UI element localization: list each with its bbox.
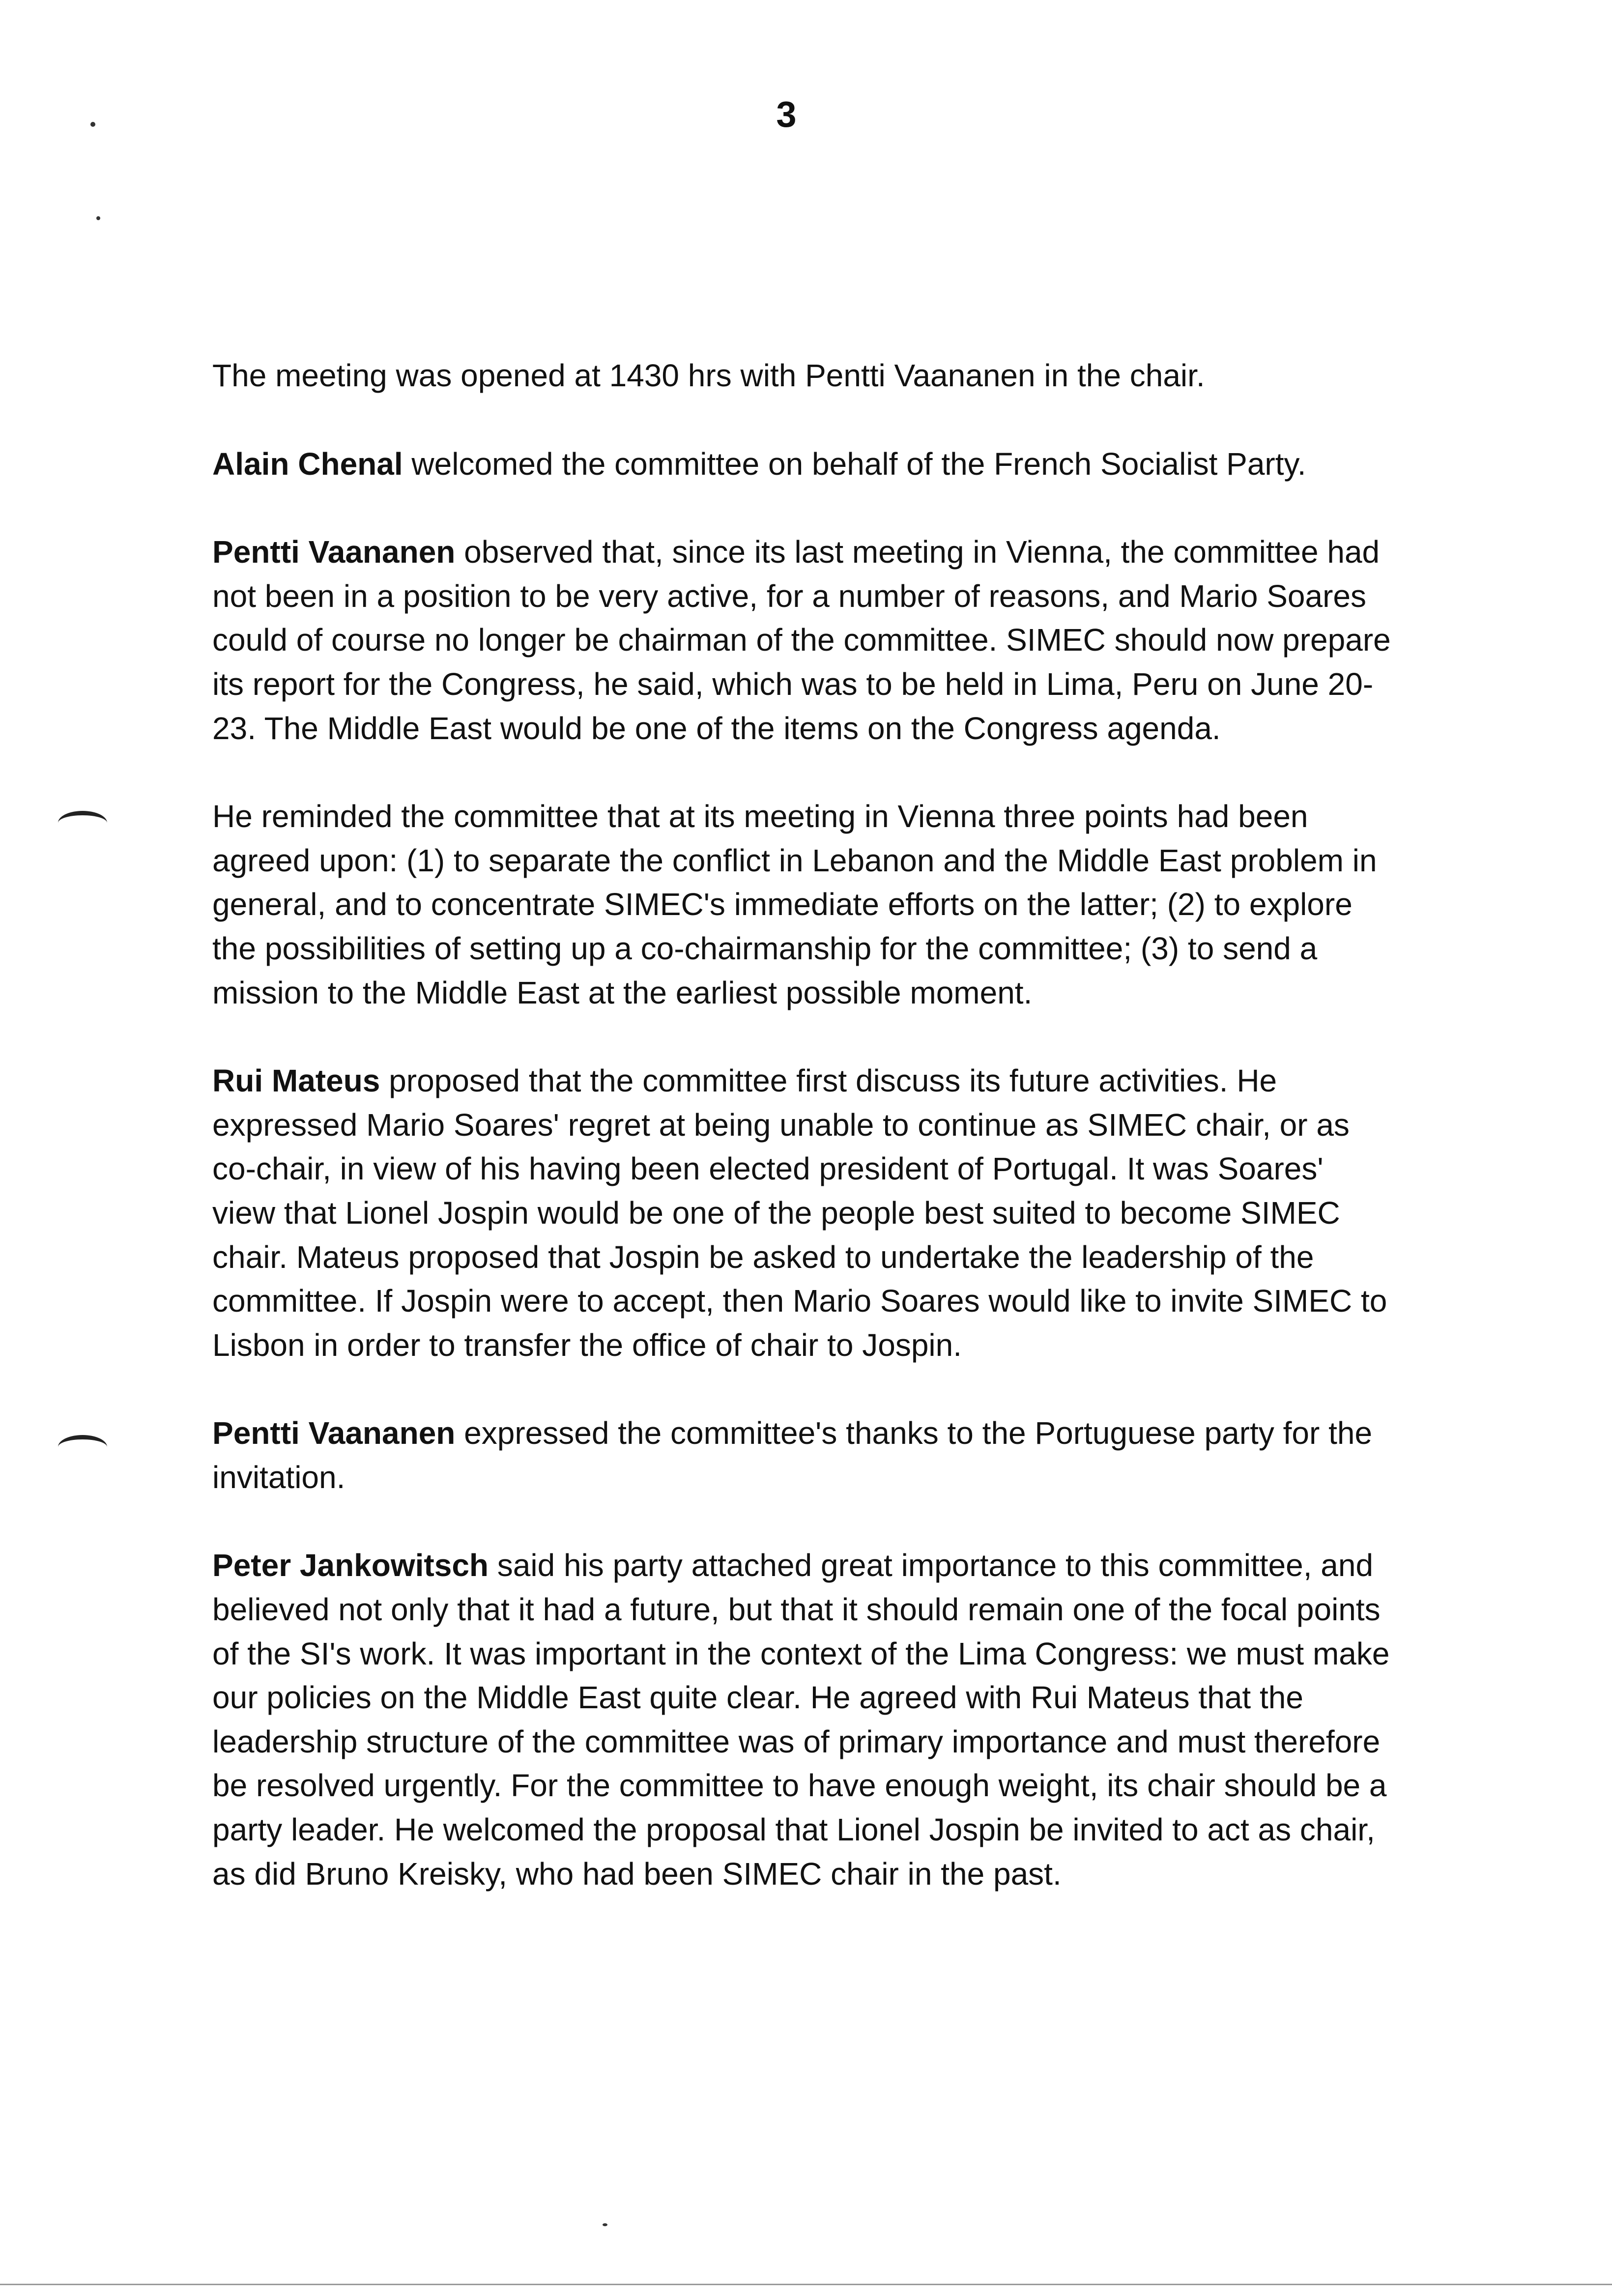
paragraph-pentti-vaananen-1 [212, 530, 1392, 750]
speaker-name: Peter Jankowitsch [212, 1548, 489, 1583]
paragraph-meeting-opened [212, 354, 1392, 398]
paragraph-text: He reminded the committee that at its meeting in Vienna three points had been agreed upon: (1) to separate the conflict in Lebanon and the Middle East problem in general, and to concentrate SIMEC's immediate efforts on the latter; (2) to explore the possibilities of setting up a co-chairmanship for the committee; (3) to send a mission to the Middle East at the earliest possible moment. [212, 799, 1377, 1010]
paragraph-alain-chenal [212, 442, 1392, 487]
speaker-name: Pentti Vaananen [212, 1415, 456, 1451]
speaker-name: Rui Mateus [212, 1063, 380, 1099]
document-body [212, 354, 1392, 1940]
speaker-name: Pentti Vaananen [212, 534, 456, 570]
paragraph-pentti-vaananen-2 [212, 1411, 1392, 1499]
paragraph-text: observed that, since its last meeting in Vienna, the committee had not been in a position to be very active, for a number of reasons, and Mario Soares could of course no longer be chairman of the committee. SIMEC should now prepare its report for the Congress, he said, which was to be held in Lima, Peru on June 20-23. The Middle East would be one of the items on the Congress agenda. [212, 534, 1391, 746]
paragraph-text: expressed the committee's thanks to the Portuguese party for the invitation. [212, 1415, 1373, 1495]
speaker-name: Alain Chenal [212, 446, 403, 482]
scan-bottom-edge [0, 2284, 1612, 2285]
paragraph-peter-jankowitsch [212, 1544, 1392, 1896]
paragraph-text: welcomed the committee on behalf of the French Socialist Party. [403, 446, 1306, 482]
margin-speck [96, 216, 100, 220]
margin-speck [90, 122, 95, 127]
paragraph-rui-mateus [212, 1059, 1392, 1367]
margin-speck [603, 2223, 607, 2226]
page-number: 3 [776, 94, 797, 135]
margin-mark [58, 1435, 107, 1459]
paragraph-vienna-points [212, 795, 1392, 1015]
paragraph-text: said his party attached great importance to this committee, and believed not only that it had a future, but that it should remain one of the focal points of the SI's work. It was important in the context of the Lima Congress: we must make our policies on the Middle East quite clear. He agreed with Rui Mateus that the leadership structure of the committee was of primary importance and must therefore be resolved urgently. For the committee to have enough weight, its chair should be a party leader. He welcomed the proposal that Lionel Jospin be invited to act as chair, as did Bruno Kreisky, who had been SIMEC chair in the past. [212, 1548, 1390, 1892]
paragraph-text: proposed that the committee first discuss its future activities. He expressed Mario Soares' regret at being unable to continue as SIMEC chair, or as co-chair, in view of his having been elected president of Portugal. It was Soares' view that Lionel Jospin would be one of the people best suited to become SIMEC chair. Mateus proposed that Jospin be asked to undertake the leadership of the committee. If Jospin were to accept, then Mario Soares would like to invite SIMEC to Lisbon in order to transfer the office of chair to Jospin. [212, 1063, 1387, 1363]
paragraph-text: The meeting was opened at 1430 hrs with Pentti Vaananen in the chair. [212, 358, 1205, 393]
margin-mark [58, 811, 107, 835]
